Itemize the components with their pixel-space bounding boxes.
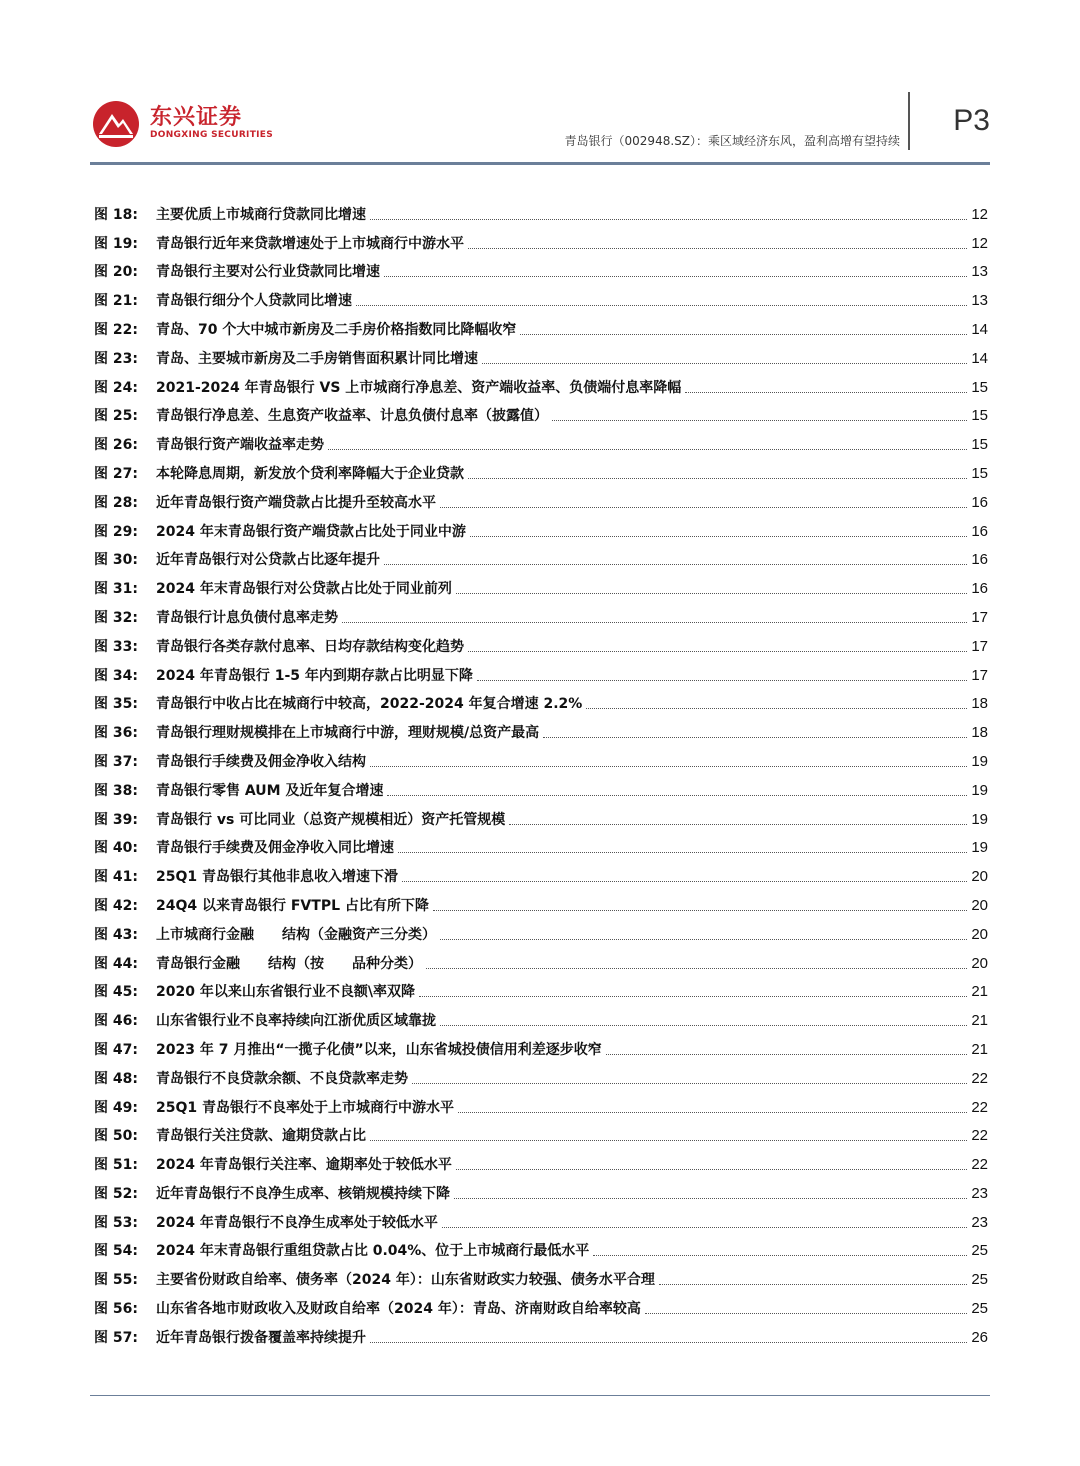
page-number: P3 (953, 104, 990, 137)
toc-entry[interactable] (94, 1290, 988, 1319)
toc-entry-page: 21 (971, 983, 988, 1001)
toc-entry[interactable] (94, 974, 988, 1003)
toc-entry[interactable] (94, 830, 988, 859)
toc-entry-page: 25 (971, 1242, 988, 1260)
toc-entry-page: 19 (971, 810, 988, 828)
toc-entry-label: 图 28: (94, 494, 138, 511)
header-rule (90, 162, 990, 165)
toc-entry-label: 图 55: (94, 1272, 138, 1289)
toc-entry-title: 青岛银行各类存款付息率、日均存款结构变化趋势 (156, 638, 464, 655)
toc-entry-label: 图 36: (94, 725, 138, 742)
toc-entry-label: 图 24: (94, 379, 138, 396)
footer-rule (90, 1395, 990, 1396)
toc-entry-page: 18 (971, 724, 988, 742)
toc-entry-title: 2023 年 7 月推出“一揽子化债”以来，山东省城投债信用利差逐步收窄 (156, 1041, 602, 1058)
toc-entry-title: 青岛银行净息差、生息资产收益率、计息负债付息率（披露值） (156, 408, 548, 425)
toc-dot-leader (468, 478, 967, 479)
toc-dot-leader (482, 363, 967, 364)
toc-entry[interactable] (94, 1204, 988, 1233)
toc-entry[interactable] (94, 225, 988, 254)
toc-entry-label: 图 31: (94, 581, 138, 598)
toc-entry-label: 图 34: (94, 667, 138, 684)
toc-entry[interactable] (94, 1060, 988, 1089)
toc-dot-leader (593, 1255, 967, 1256)
toc-entry-title: 2024 年末青岛银行对公贷款占比处于同业前列 (156, 581, 452, 598)
toc-entry-page: 20 (971, 896, 988, 914)
toc-entry-page: 18 (971, 695, 988, 713)
toc-entry-page: 16 (971, 580, 988, 598)
toc-entry[interactable] (94, 1146, 988, 1175)
toc-entry-page: 22 (971, 1127, 988, 1145)
toc-entry-title: 青岛银行零售 AUM 及近年复合增速 (156, 782, 384, 799)
toc-entry-page: 23 (971, 1213, 988, 1231)
toc-entry-title: 24Q4 以来青岛银行 FVTPL 占比有所下降 (156, 897, 429, 914)
toc-entry-page: 12 (971, 234, 988, 252)
toc-entry-label: 图 41: (94, 869, 138, 886)
toc-dot-leader (440, 507, 967, 508)
toc-entry-label: 图 50: (94, 1128, 138, 1145)
toc-entry-label: 图 56: (94, 1301, 138, 1318)
toc-entry-title: 青岛银行理财规模排在上市城商行中游，理财规模/总资产最高 (156, 725, 540, 742)
toc-entry[interactable] (94, 369, 988, 398)
toc-dot-leader (456, 1169, 967, 1170)
toc-entry-title: 上市城商行金融 结构（金融资产三分类） (156, 926, 436, 943)
toc-entry[interactable] (94, 513, 988, 542)
toc-entry-label: 图 42: (94, 897, 138, 914)
toc-entry-title: 主要优质上市城商行贷款同比增速 (156, 206, 366, 223)
toc-entry[interactable] (94, 340, 988, 369)
toc-dot-leader (370, 1342, 967, 1343)
toc-entry-title: 2020 年以来山东省银行业不良额\率双降 (156, 984, 415, 1001)
toc-entry-title: 青岛银行 vs 可比同业（总资产规模相近）资产托管规模 (156, 811, 506, 828)
toc-dot-leader (433, 910, 967, 911)
toc-dot-leader (398, 852, 967, 853)
toc-entry-label: 图 21: (94, 293, 138, 310)
toc-entry[interactable] (94, 1261, 988, 1290)
brand-name: 东兴证券 (150, 105, 243, 130)
toc-entry-label: 图 23: (94, 350, 138, 367)
toc-entry[interactable] (94, 282, 988, 311)
toc-entry-title: 25Q1 青岛银行不良率处于上市城商行中游水平 (156, 1099, 454, 1116)
toc-entry[interactable] (94, 657, 988, 686)
toc-entry[interactable] (94, 542, 988, 571)
toc-entry-label: 图 40: (94, 840, 138, 857)
toc-entry-page: 13 (971, 263, 988, 281)
toc-entry-label: 图 32: (94, 609, 138, 626)
toc-entry-page: 19 (971, 752, 988, 770)
toc-entry[interactable] (94, 686, 988, 715)
toc-entry-label: 图 22: (94, 321, 138, 338)
toc-entry[interactable] (94, 714, 988, 743)
toc-entry-label: 图 25: (94, 408, 138, 425)
toc-dot-leader (659, 1284, 967, 1285)
toc-dot-leader (387, 795, 967, 796)
toc-entry-page: 16 (971, 522, 988, 540)
toc-entry-title: 青岛银行不良贷款余额、不良贷款率走势 (156, 1070, 408, 1087)
toc-entry-page: 19 (971, 781, 988, 799)
toc-dot-leader (370, 766, 967, 767)
toc-entry[interactable] (94, 858, 988, 887)
toc-entry-label: 图 54: (94, 1243, 138, 1260)
toc-entry-title: 近年青岛银行对公贷款占比逐年提升 (156, 552, 380, 569)
header-divider (908, 92, 910, 150)
toc-entry-page: 20 (971, 954, 988, 972)
toc-dot-leader (458, 1112, 967, 1113)
toc-entry-page: 20 (971, 925, 988, 943)
toc-entry-label: 图 35: (94, 696, 138, 713)
toc-entry-title: 山东省各地市财政收入及财政自给率（2024 年）：青岛、济南财政自给率较高 (156, 1301, 641, 1318)
toc-entry-page: 22 (971, 1156, 988, 1174)
toc-entry-label: 图 26: (94, 437, 138, 454)
toc-entry-title: 青岛银行计息负债付息率走势 (156, 609, 338, 626)
toc-entry-page: 17 (971, 608, 988, 626)
toc-entry-title: 近年青岛银行拨备覆盖率持续提升 (156, 1329, 366, 1346)
toc-dot-leader (520, 334, 967, 335)
toc-entry-title: 2024 年青岛银行不良净生成率处于较低水平 (156, 1214, 438, 1231)
toc-dot-leader (552, 420, 967, 421)
toc-entry-page: 25 (971, 1271, 988, 1289)
toc-entry[interactable] (94, 1089, 988, 1118)
toc-dot-leader (645, 1313, 967, 1314)
toc-dot-leader (328, 449, 967, 450)
toc-dot-leader (606, 1054, 968, 1055)
toc-entry-page: 21 (971, 1012, 988, 1030)
dongxing-logo-icon (92, 100, 140, 148)
toc-entry-page: 13 (971, 292, 988, 310)
toc-entry-title: 青岛银行手续费及佣金净收入结构 (156, 753, 366, 770)
toc-entry-label: 图 18: (94, 206, 138, 223)
toc-dot-leader (370, 1140, 967, 1141)
brand-name-english: DONGXING SECURITIES (150, 130, 274, 140)
toc-entry-title: 本轮降息周期，新发放个贷利率降幅大于企业贷款 (156, 465, 464, 482)
toc-dot-leader (477, 680, 967, 681)
toc-entry-page: 16 (971, 493, 988, 511)
toc-entry[interactable] (94, 426, 988, 455)
toc-entry[interactable] (94, 1002, 988, 1031)
toc-entry-label: 图 38: (94, 782, 138, 799)
toc-dot-leader (470, 536, 967, 537)
toc-entry-page: 15 (971, 407, 988, 425)
toc-entry-label: 图 20: (94, 264, 138, 281)
toc-entry-title: 青岛、70 个大中城市新房及二手房价格指数同比降幅收窄 (156, 321, 517, 338)
toc-dot-leader (468, 651, 967, 652)
toc-entry-label: 图 47: (94, 1041, 138, 1058)
toc-entry[interactable] (94, 1118, 988, 1147)
toc-entry[interactable] (94, 484, 988, 513)
toc-entry-title: 山东省银行业不良率持续向江浙优质区域靠拢 (156, 1013, 436, 1030)
toc-dot-leader (468, 248, 967, 249)
toc-entry-title: 2021-2024 年青岛银行 VS 上市城商行净息差、资产端收益率、负债端付息率降幅 (156, 379, 682, 396)
toc-entry-page: 16 (971, 551, 988, 569)
toc-entry-page: 12 (971, 205, 988, 223)
toc-dot-leader (442, 1227, 967, 1228)
toc-entry-title: 青岛银行中收占比在城商行中较高，2022-2024 年复合增速 2.2% (156, 696, 583, 713)
figure-index (94, 196, 988, 1348)
toc-entry-title: 青岛银行手续费及佣金净收入同比增速 (156, 840, 394, 857)
toc-entry-label: 图 37: (94, 753, 138, 770)
toc-dot-leader (586, 708, 967, 709)
toc-entry[interactable] (94, 772, 988, 801)
toc-entry-title: 青岛银行主要对公行业贷款同比增速 (156, 264, 380, 281)
toc-entry-page: 15 (971, 436, 988, 454)
toc-entry-label: 图 49: (94, 1099, 138, 1116)
toc-entry-page: 23 (971, 1184, 988, 1202)
toc-entry-page: 15 (971, 464, 988, 482)
toc-dot-leader (342, 622, 967, 623)
toc-entry-page: 14 (971, 349, 988, 367)
report-subtitle: 青岛银行（002948.SZ）：乘区域经济东风，盈利高增有望持续 (564, 134, 900, 148)
toc-entry-label: 图 39: (94, 811, 138, 828)
toc-dot-leader (356, 305, 967, 306)
toc-entry-title: 青岛银行关注贷款、逾期贷款占比 (156, 1128, 366, 1145)
toc-entry-label: 图 33: (94, 638, 138, 655)
toc-entry-page: 17 (971, 637, 988, 655)
toc-entry-title: 青岛、主要城市新房及二手房销售面积累计同比增速 (156, 350, 478, 367)
toc-entry-label: 图 43: (94, 926, 138, 943)
toc-entry[interactable] (94, 1319, 988, 1348)
toc-entry-label: 图 29: (94, 523, 138, 540)
toc-dot-leader (384, 276, 967, 277)
toc-entry-label: 图 48: (94, 1070, 138, 1087)
toc-entry-page: 19 (971, 839, 988, 857)
toc-entry[interactable] (94, 398, 988, 427)
toc-entry-label: 图 30: (94, 552, 138, 569)
toc-dot-leader (370, 219, 967, 220)
toc-entry-page: 14 (971, 320, 988, 338)
toc-entry-label: 图 53: (94, 1214, 138, 1231)
toc-entry-title: 2024 年末青岛银行重组贷款占比 0.04%、位于上市城商行最低水平 (156, 1243, 590, 1260)
toc-entry-page: 26 (971, 1328, 988, 1346)
toc-entry-label: 图 44: (94, 955, 138, 972)
toc-dot-leader (509, 824, 967, 825)
toc-dot-leader (440, 1025, 967, 1026)
toc-entry-title: 2024 年青岛银行关注率、逾期率处于较低水平 (156, 1157, 452, 1174)
toc-entry[interactable] (94, 1031, 988, 1060)
toc-dot-leader (412, 1083, 967, 1084)
toc-entry-title: 近年青岛银行不良净生成率、核销规模持续下降 (156, 1185, 450, 1202)
toc-entry[interactable] (94, 1233, 988, 1262)
toc-entry-label: 图 52: (94, 1185, 138, 1202)
page-header (90, 80, 990, 164)
toc-entry-title: 青岛银行细分个人贷款同比增速 (156, 293, 352, 310)
toc-entry[interactable] (94, 743, 988, 772)
toc-entry-page: 20 (971, 868, 988, 886)
toc-entry-title: 青岛银行近年来贷款增速处于上市城商行中游水平 (156, 235, 464, 252)
toc-entry[interactable] (94, 945, 988, 974)
toc-dot-leader (419, 996, 967, 997)
toc-entry[interactable] (94, 628, 988, 657)
toc-dot-leader (440, 939, 967, 940)
toc-entry-label: 图 27: (94, 465, 138, 482)
toc-entry-title: 2024 年青岛银行 1-5 年内到期存款占比明显下降 (156, 667, 473, 684)
toc-entry[interactable] (94, 196, 988, 225)
toc-entry-title: 25Q1 青岛银行其他非息收入增速下滑 (156, 869, 398, 886)
toc-dot-leader (685, 392, 967, 393)
toc-entry-label: 图 46: (94, 1013, 138, 1030)
toc-entry-label: 图 57: (94, 1329, 138, 1346)
toc-entry[interactable] (94, 887, 988, 916)
toc-entry-page: 25 (971, 1300, 988, 1318)
toc-entry-title: 2024 年末青岛银行资产端贷款占比处于同业中游 (156, 523, 466, 540)
toc-dot-leader (456, 593, 967, 594)
toc-entry-label: 图 19: (94, 235, 138, 252)
toc-entry-title: 青岛银行金融 结构（按 品种分类） (156, 955, 422, 972)
toc-entry[interactable] (94, 916, 988, 945)
toc-entry-page: 17 (971, 666, 988, 684)
toc-entry-title: 近年青岛银行资产端贷款占比提升至较高水平 (156, 494, 436, 511)
toc-entry[interactable] (94, 455, 988, 484)
toc-dot-leader (426, 968, 967, 969)
toc-entry[interactable] (94, 599, 988, 628)
toc-entry-page: 22 (971, 1098, 988, 1116)
toc-dot-leader (543, 737, 967, 738)
toc-dot-leader (454, 1198, 967, 1199)
toc-entry[interactable] (94, 1175, 988, 1204)
toc-entry-label: 图 45: (94, 984, 138, 1001)
toc-entry-label: 图 51: (94, 1157, 138, 1174)
toc-entry-page: 21 (971, 1040, 988, 1058)
toc-entry-page: 22 (971, 1069, 988, 1087)
toc-entry[interactable] (94, 254, 988, 283)
toc-entry-title: 青岛银行资产端收益率走势 (156, 437, 324, 454)
toc-entry[interactable] (94, 801, 988, 830)
toc-dot-leader (402, 881, 967, 882)
toc-entry[interactable] (94, 311, 988, 340)
toc-entry-title: 主要省份财政自给率、债务率（2024 年）：山东省财政实力较强、债务水平合理 (156, 1272, 655, 1289)
toc-entry[interactable] (94, 570, 988, 599)
toc-entry-page: 15 (971, 378, 988, 396)
toc-dot-leader (384, 564, 967, 565)
